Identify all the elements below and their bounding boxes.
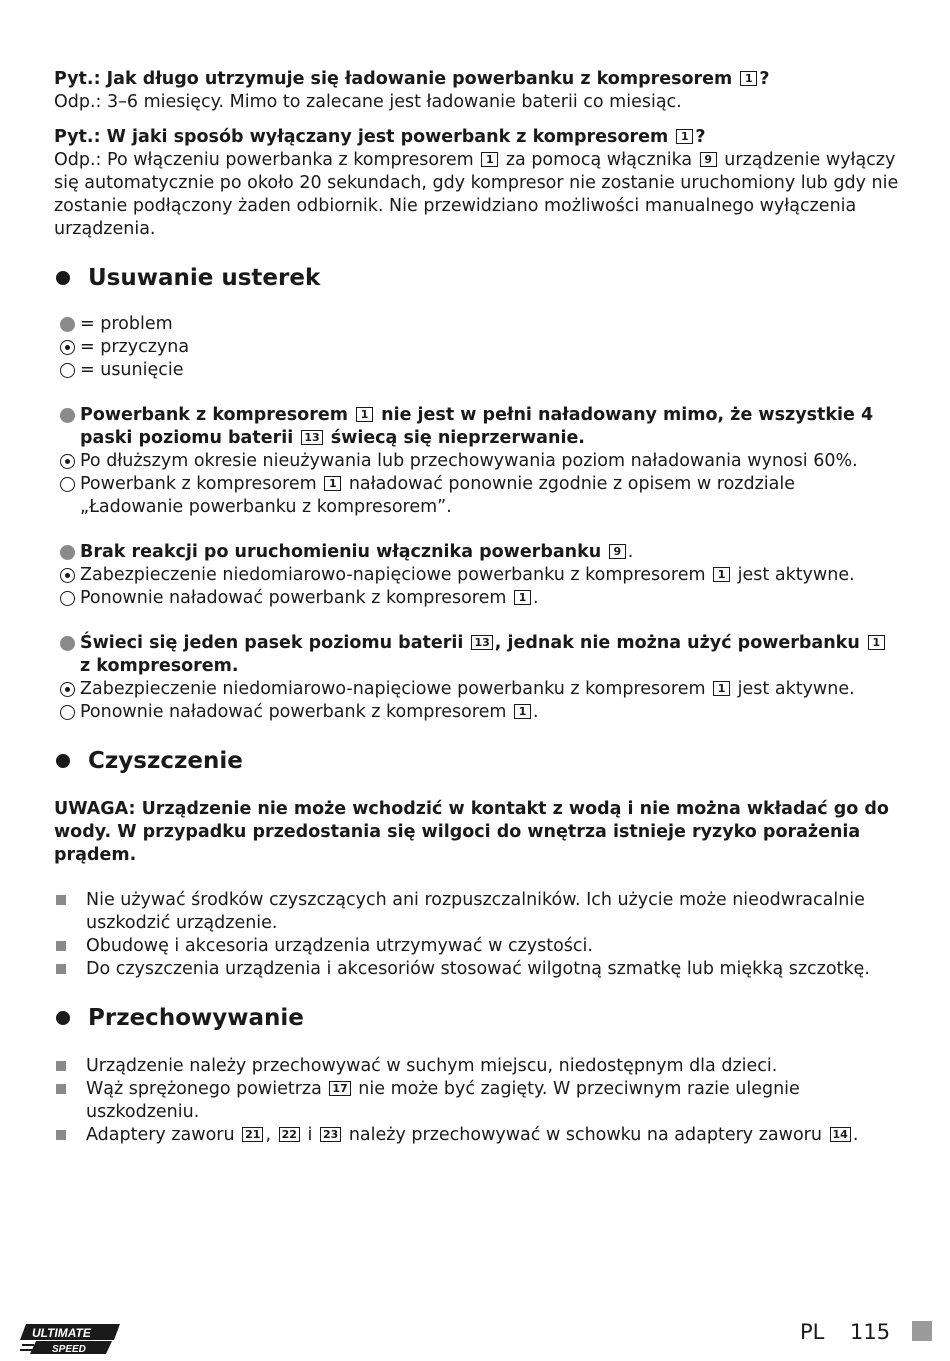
ref-number: 1	[514, 590, 531, 605]
ref-number: 1	[324, 476, 341, 491]
legend-problem: = problem	[80, 314, 173, 334]
question-mark: ?	[759, 69, 770, 89]
fix-text	[80, 587, 900, 610]
square-bullet-icon	[54, 1055, 86, 1078]
heading-bullet-icon	[56, 271, 70, 285]
square-bullet-icon	[54, 889, 86, 912]
ref-number: 17	[329, 1081, 350, 1096]
cleaning-list	[54, 889, 900, 981]
text-span: ,	[265, 1125, 272, 1145]
cause-icon	[54, 336, 80, 359]
cause-text: Po dłuższym okresie nieużywania lub przechowywania poziom naładowania wynosi 60%.	[80, 451, 858, 471]
problem-text	[80, 404, 900, 450]
faq-question	[54, 126, 900, 149]
faq-question	[54, 68, 900, 91]
cause-icon	[54, 678, 80, 701]
text-span: , jednak nie można użyć powerbanku	[494, 633, 860, 653]
ref-number: 14	[830, 1127, 851, 1142]
square-bullet-icon	[54, 1078, 86, 1101]
text-span: nie może być zagięty. W przeciwnym razie ulegnie uszkodzeniu.	[86, 1079, 800, 1122]
heading-text: Przechowywanie	[88, 1005, 304, 1031]
text-span: Wąż sprężonego powietrza	[86, 1079, 322, 1099]
section-heading-storage	[54, 1003, 900, 1033]
faq-item-1	[54, 68, 900, 114]
square-bullet-icon	[54, 958, 86, 981]
square-bullet-icon	[54, 935, 86, 958]
page-content	[54, 68, 900, 1147]
text-span: Adaptery zaworu	[86, 1125, 235, 1145]
ref-number: 1	[356, 407, 373, 422]
fix-icon	[54, 473, 80, 496]
legend-fix: = usunięcie	[80, 360, 184, 380]
cause-icon	[54, 450, 80, 473]
text-span: .	[533, 588, 539, 608]
trouble-item-1	[54, 404, 900, 519]
page-number: 115	[850, 1320, 891, 1344]
text-span: należy przechowywać w schowku na adaptery zaworu	[348, 1125, 822, 1145]
square-bullet-icon	[54, 1124, 86, 1147]
cleaning-warning: UWAGA: Urządzenie nie może wchodzić w kontakt z wodą i nie można wkładać go do wody. W przypadku przedostania się wilgoci do wnętrza istnieje ryzyko porażenia prądem.	[54, 799, 889, 865]
text-span: Powerbank z kompresorem	[80, 474, 317, 494]
ref-number: 13	[301, 430, 322, 445]
section-heading-cleaning	[54, 746, 900, 776]
svg-text:SPEED: SPEED	[52, 1344, 86, 1355]
cause-text	[80, 564, 900, 587]
heading-bullet-icon	[56, 1011, 70, 1025]
fix-icon	[54, 701, 80, 724]
problem-icon	[54, 313, 80, 336]
text-span: .	[533, 702, 539, 722]
problem-icon	[54, 541, 80, 564]
ref-number: 1	[713, 567, 730, 582]
ref-number: 9	[609, 544, 626, 559]
ref-number: 1	[713, 681, 730, 696]
text-span: z kompresorem.	[80, 656, 239, 676]
heading-text: Usuwanie usterek	[88, 265, 321, 291]
list-item	[86, 1124, 900, 1147]
text-span: Ponownie naładować powerbank z kompresorem	[80, 588, 507, 608]
problem-text	[80, 632, 900, 678]
trouble-item-3	[54, 632, 900, 724]
list-item	[86, 1078, 900, 1124]
text-span: Świeci się jeden pasek poziomu baterii	[80, 633, 464, 653]
ref-number: 1	[676, 129, 693, 144]
text-span: Zabezpieczenie niedomiarowo-napięciowe powerbanku z kompresorem	[80, 565, 706, 585]
answer-text: za pomocą włącznika	[505, 150, 693, 170]
fix-text	[80, 473, 900, 519]
fix-icon	[54, 359, 80, 382]
fix-icon	[54, 587, 80, 610]
footer-language: PL	[800, 1320, 825, 1344]
ref-number: 1	[740, 71, 757, 86]
cause-text	[80, 678, 900, 701]
answer-text: urządzenie wyłączy się automatycznie po około 20 sekundach, gdy kompresor nie zostanie uruchomiony lub gdy nie zostanie podłączony żaden odbiornik. Nie przewidziano możliwości manualnego wyłączenia urządzenia.	[54, 150, 899, 239]
answer-text: Odp.: Po włączeniu powerbanka z kompresorem	[54, 150, 474, 170]
text-span: Brak reakcji po uruchomieniu włącznika powerbanku	[80, 542, 602, 562]
question-text: Pyt.: Jak długo utrzymuje się ładowanie powerbanku z kompresorem	[54, 69, 733, 89]
question-mark: ?	[695, 127, 706, 147]
list-item: Nie używać środków czyszczących ani rozpuszczalników. Ich użycie może nieodwracalnie uszkodzić urządzenie.	[86, 890, 865, 933]
list-item: Obudowę i akcesoria urządzenia utrzymywać w czystości.	[86, 936, 593, 956]
list-item: Urządzenie należy przechowywać w suchym miejscu, niedostępnym dla dzieci.	[86, 1056, 778, 1076]
text-span: .	[627, 542, 634, 562]
ultimate-speed-logo	[20, 1322, 124, 1356]
text-span: Powerbank z kompresorem	[80, 405, 348, 425]
storage-list	[54, 1055, 900, 1147]
faq-answer: Odp.: 3–6 miesięcy. Mimo to zalecane jest ładowanie baterii co miesiąc.	[54, 92, 682, 112]
ref-number: 1	[868, 635, 885, 650]
faq-answer	[54, 149, 900, 241]
text-span: naładować ponownie zgodnie z opisem w rozdziale „Ładowanie powerbanku z kompresorem”.	[80, 474, 795, 517]
text-span: nie jest w pełni naładowany mimo, że wszystkie 4 paski poziomu baterii	[80, 405, 874, 448]
ref-number: 23	[320, 1127, 341, 1142]
text-span: jest aktywne.	[737, 679, 855, 699]
trouble-item-2	[54, 541, 900, 610]
legend-cause: = przyczyna	[80, 337, 190, 357]
heading-text: Czyszczenie	[88, 748, 243, 774]
text-span: .	[852, 1125, 859, 1145]
ref-number: 13	[471, 635, 492, 650]
heading-bullet-icon	[56, 754, 70, 768]
ref-number: 21	[242, 1127, 263, 1142]
ref-number: 22	[279, 1127, 300, 1142]
faq-item-2	[54, 126, 900, 241]
section-heading-troubleshooting	[54, 263, 900, 293]
text-span: i	[307, 1125, 313, 1145]
fix-text	[80, 701, 900, 724]
question-text: Pyt.: W jaki sposób wyłączany jest powerbank z kompresorem	[54, 127, 669, 147]
svg-text:ULTIMATE: ULTIMATE	[32, 1326, 91, 1340]
problem-text	[80, 541, 900, 564]
ref-number: 1	[514, 704, 531, 719]
text-span: świecą się nieprzerwanie.	[330, 428, 585, 448]
ref-number: 9	[700, 152, 717, 167]
ref-number: 1	[481, 152, 498, 167]
problem-icon	[54, 404, 80, 427]
text-span: Zabezpieczenie niedomiarowo-napięciowe powerbanku z kompresorem	[80, 679, 706, 699]
cause-icon	[54, 564, 80, 587]
footer-marker	[912, 1321, 932, 1341]
symbol-legend	[54, 313, 900, 382]
list-item: Do czyszczenia urządzenia i akcesoriów stosować wilgotną szmatkę lub miękką szczotkę.	[86, 959, 870, 979]
text-span: Ponownie naładować powerbank z kompresorem	[80, 702, 507, 722]
problem-icon	[54, 632, 80, 655]
text-span: jest aktywne.	[737, 565, 855, 585]
